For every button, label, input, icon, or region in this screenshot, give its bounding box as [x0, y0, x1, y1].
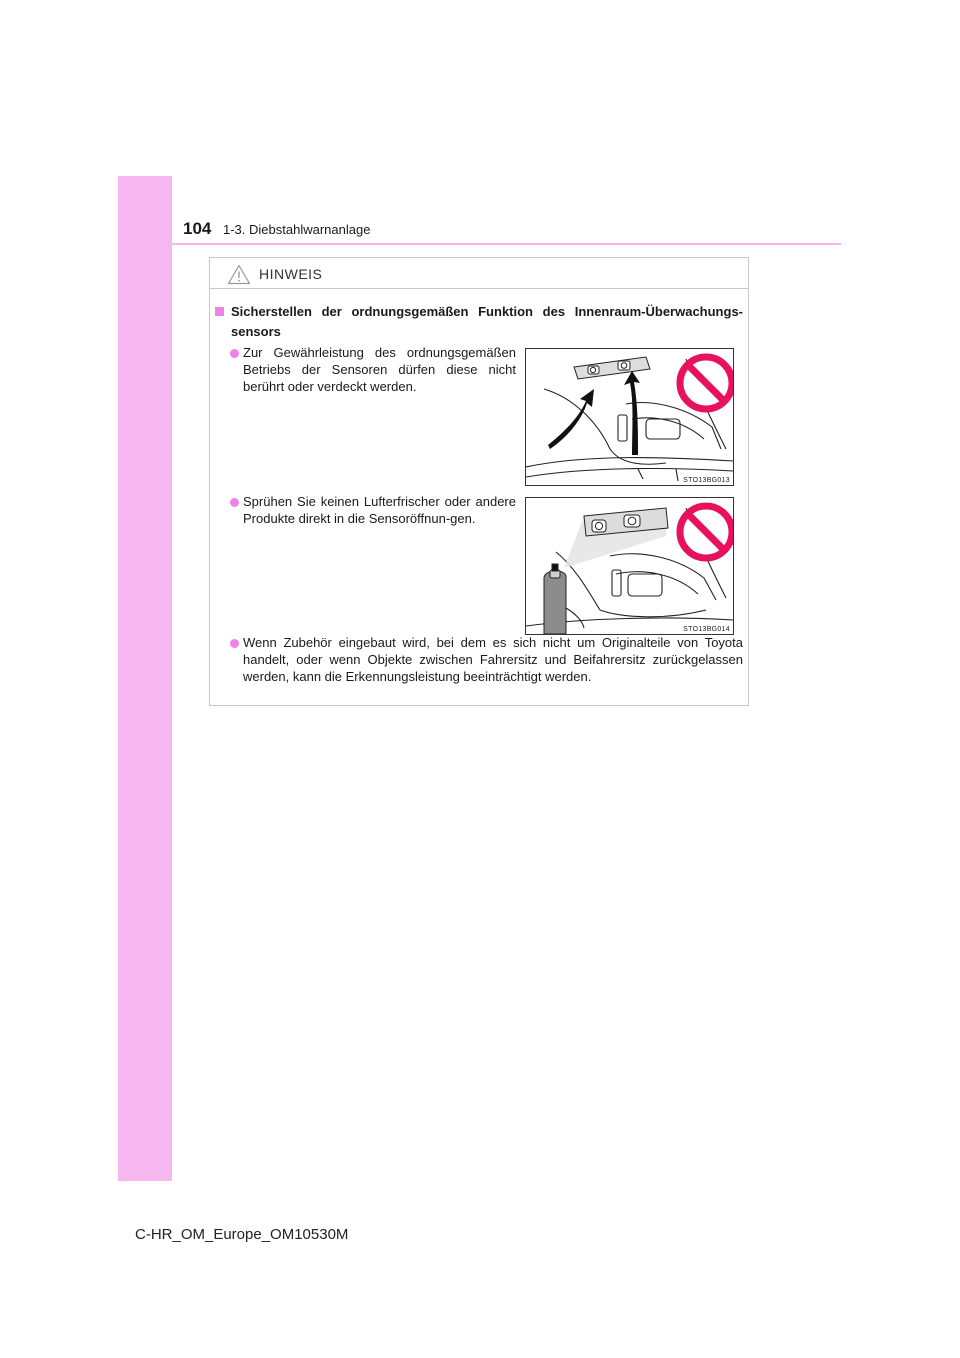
- notice-box: [209, 257, 749, 706]
- notice-divider: [210, 288, 748, 289]
- notice-header: [227, 262, 322, 286]
- notice-item-text: Sprühen Sie keinen Lufterfrischer oder andere Produkte direkt in die Sensoröffnun-gen.: [243, 494, 516, 526]
- illustration-drawing: [526, 498, 733, 634]
- warning-triangle-icon: [227, 264, 251, 285]
- sensor-touch-illustration: [525, 348, 734, 486]
- document-id: C-HR_OM_Europe_OM10530M: [135, 1226, 349, 1243]
- illustration-drawing: [526, 349, 733, 485]
- notice-item-text: Wenn Zubehör eingebaut wird, bei dem es sich nicht um Originalteile von Toyota handelt, oder wenn Objekte zwischen Fahrersitz und Beifahrersitz zurückgelassen werden, kann die Erkennungsleistung beeinträchtigt werden.: [243, 635, 743, 684]
- notice-heading: Sicherstellen der ordnungsgemäßen Funktion des Innenraum-Überwachungs-sensors: [231, 304, 743, 339]
- square-bullet-icon: [215, 307, 224, 316]
- page-number: 104: [183, 219, 212, 238]
- figure-code: STO13BG014: [683, 626, 730, 633]
- notice-title: HINWEIS: [259, 266, 323, 282]
- round-bullet-icon: [230, 498, 239, 507]
- round-bullet-icon: [230, 639, 239, 648]
- header-rule: [172, 243, 841, 245]
- section-title: 1-3. Diebstahlwarnanlage: [223, 222, 371, 237]
- figure-code: STO13BG013: [683, 477, 730, 484]
- spray-prohibited-illustration: [525, 497, 734, 635]
- round-bullet-icon: [230, 349, 239, 358]
- side-color-band: [118, 176, 172, 1181]
- notice-item-text: Zur Gewährleistung des ordnungsgemäßen Betriebs der Sensoren dürfen diese nicht berührt oder verdeckt werden.: [243, 345, 516, 394]
